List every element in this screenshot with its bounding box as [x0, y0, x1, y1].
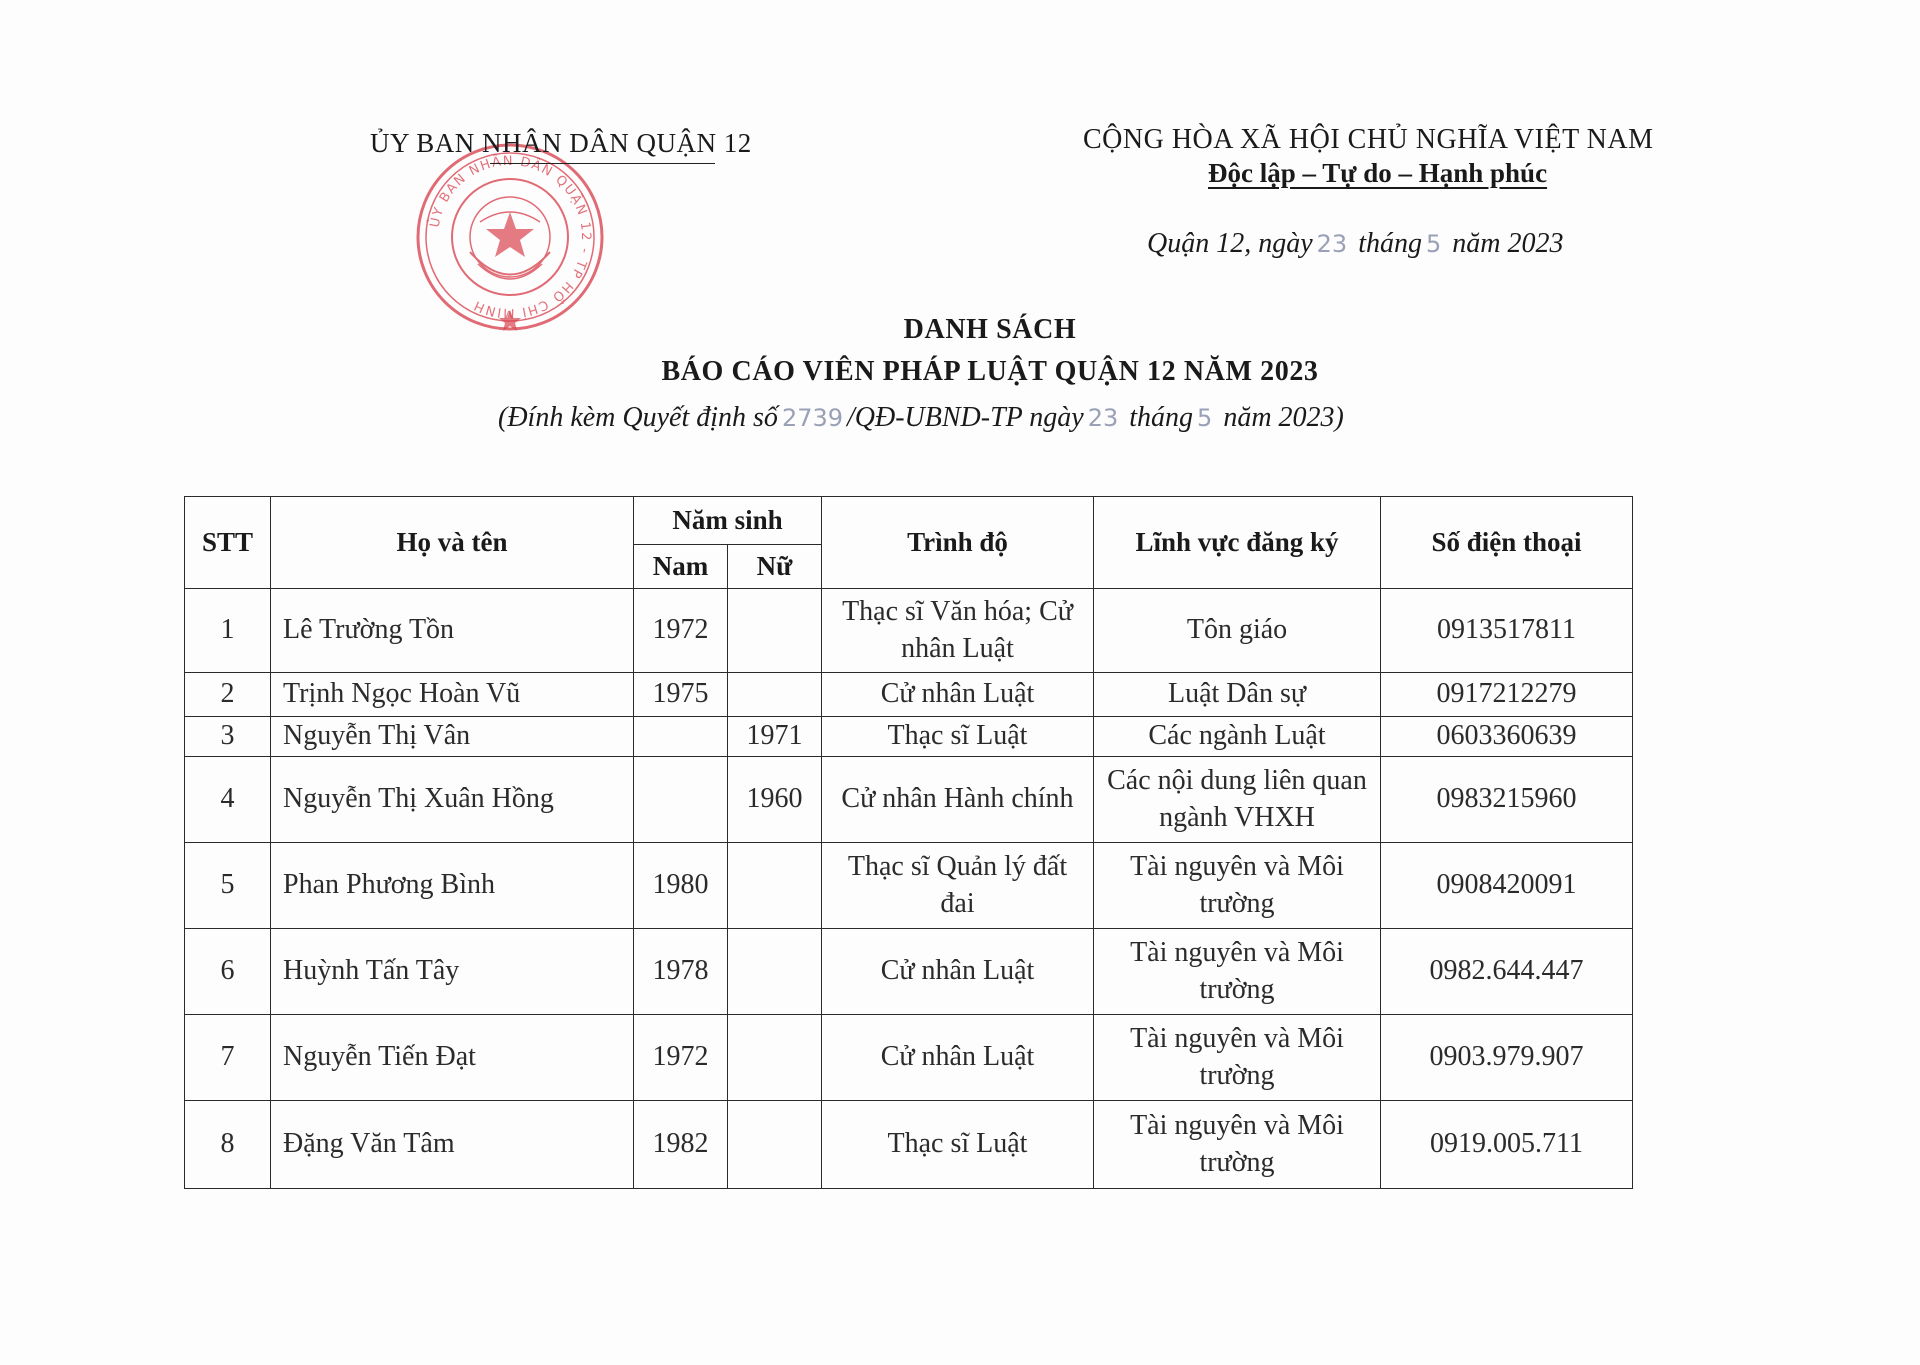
table-row [185, 673, 1633, 717]
decision-month-handwritten: 5 [1197, 404, 1213, 432]
decision-number-handwritten: 2739 [781, 404, 844, 432]
row-degree: Cử nhân Hành chính [822, 757, 1094, 843]
date-month-handwritten: 5 [1425, 230, 1442, 258]
row-phone: 0603360639 [1381, 717, 1633, 757]
date-day-handwritten: 23 [1316, 230, 1348, 258]
row-phone: 0908420091 [1381, 843, 1633, 929]
date-month-label: tháng [1358, 228, 1422, 259]
attachment-note [498, 402, 1344, 434]
row-phone: 0919.005.711 [1381, 1101, 1633, 1189]
header-field: Lĩnh vực đăng ký [1094, 497, 1381, 589]
row-field: Các nội dung liên quan ngành VHXH [1094, 757, 1381, 843]
row-name: Phan Phương Bình [271, 843, 634, 929]
table-row [185, 589, 1633, 673]
table-row [185, 717, 1633, 757]
row-name: Lê Trường Tồn [271, 589, 634, 673]
row-degree: Cử nhân Luật [822, 1015, 1094, 1101]
row-phone: 0917212279 [1381, 673, 1633, 717]
document-subtitle: BÁO CÁO VIÊN PHÁP LUẬT QUẬN 12 NĂM 2023 [661, 356, 1319, 387]
table-row [185, 757, 1633, 843]
row-phone: 0913517811 [1381, 589, 1633, 673]
row-field: Luật Dân sự [1094, 673, 1381, 717]
header-male: Nam [634, 545, 728, 589]
date-year-label: năm 2023 [1452, 228, 1564, 259]
reporters-table [184, 496, 1633, 1189]
table-row [185, 929, 1633, 1015]
row-birth-year-male [634, 717, 728, 757]
row-field: Các ngành Luật [1094, 717, 1381, 757]
attachment-month-label: tháng [1129, 402, 1194, 433]
row-degree: Cử nhân Luật [822, 929, 1094, 1015]
row-degree: Thạc sĩ Luật [822, 1101, 1094, 1189]
header-name: Họ và tên [271, 497, 634, 589]
row-birth-year-female [728, 843, 822, 929]
header-stt: STT [185, 497, 271, 589]
row-stt: 2 [185, 673, 271, 717]
row-name: Trịnh Ngọc Hoàn Vũ [271, 673, 634, 717]
row-birth-year-male: 1975 [634, 673, 728, 717]
header-female: Nữ [728, 545, 822, 589]
row-stt: 7 [185, 1015, 271, 1101]
national-motto: Độc lập – Tự do – Hạnh phúc [1208, 158, 1548, 188]
row-birth-year-female: 1971 [728, 717, 822, 757]
date-prefix: Quận 12, ngày [1147, 228, 1313, 259]
row-birth-year-female [728, 929, 822, 1015]
row-field: Tôn giáo [1094, 589, 1381, 673]
row-birth-year-male: 1978 [634, 929, 728, 1015]
decision-day-handwritten: 23 [1087, 404, 1119, 432]
row-stt: 5 [185, 843, 271, 929]
issuing-agency: ỦY BAN NHÂN DÂN QUẬN 12 [370, 128, 752, 158]
table-row [185, 843, 1633, 929]
row-degree: Cử nhân Luật [822, 673, 1094, 717]
attachment-suffix: năm 2023) [1223, 402, 1344, 433]
row-birth-year-male: 1982 [634, 1101, 728, 1189]
row-phone: 0903.979.907 [1381, 1015, 1633, 1101]
header-phone: Số điện thoại [1381, 497, 1633, 589]
row-field: Tài nguyên và Môi trường [1094, 929, 1381, 1015]
header-degree: Trình độ [822, 497, 1094, 589]
row-phone: 0983215960 [1381, 757, 1633, 843]
row-birth-year-male [634, 757, 728, 843]
row-stt: 8 [185, 1101, 271, 1189]
table-row [185, 1015, 1633, 1101]
row-birth-year-female [728, 589, 822, 673]
row-name: Nguyễn Thị Xuân Hồng [271, 757, 634, 843]
national-title: CỘNG HÒA XÃ HỘI CHỦ NGHĨA VIỆT NAM [1083, 124, 1654, 155]
row-birth-year-female [728, 1015, 822, 1101]
row-birth-year-female [728, 1101, 822, 1189]
row-birth-year-female [728, 673, 822, 717]
header-birth-year: Năm sinh [634, 497, 822, 545]
row-stt: 3 [185, 717, 271, 757]
agency-underline [490, 163, 715, 164]
row-name: Nguyễn Tiến Đạt [271, 1015, 634, 1101]
row-birth-year-male: 1972 [634, 1015, 728, 1101]
row-stt: 6 [185, 929, 271, 1015]
row-field: Tài nguyên và Môi trường [1094, 1101, 1381, 1189]
row-field: Tài nguyên và Môi trường [1094, 843, 1381, 929]
row-name: Huỳnh Tấn Tây [271, 929, 634, 1015]
row-stt: 4 [185, 757, 271, 843]
table-row [185, 1101, 1633, 1189]
row-degree: Thạc sĩ Luật [822, 717, 1094, 757]
row-degree: Thạc sĩ Văn hóa; Cử nhân Luật [822, 589, 1094, 673]
attachment-prefix: (Đính kèm Quyết định số [498, 402, 778, 433]
row-name: Nguyễn Thị Vân [271, 717, 634, 757]
row-birth-year-male: 1980 [634, 843, 728, 929]
row-name: Đặng Văn Tâm [271, 1101, 634, 1189]
row-stt: 1 [185, 589, 271, 673]
row-phone: 0982.644.447 [1381, 929, 1633, 1015]
document-title: DANH SÁCH [903, 314, 1077, 345]
attachment-middle: /QĐ-UBND-TP ngày [847, 402, 1084, 433]
issue-date [1147, 228, 1564, 260]
table-body [185, 589, 1633, 1189]
row-degree: Thạc sĩ Quản lý đất đai [822, 843, 1094, 929]
row-field: Tài nguyên và Môi trường [1094, 1015, 1381, 1101]
seal-text: ỦY BAN NHÂN DÂN QUẬN 12 - TP HỒ CHÍ MINH [427, 153, 594, 321]
row-birth-year-male: 1972 [634, 589, 728, 673]
row-birth-year-female: 1960 [728, 757, 822, 843]
